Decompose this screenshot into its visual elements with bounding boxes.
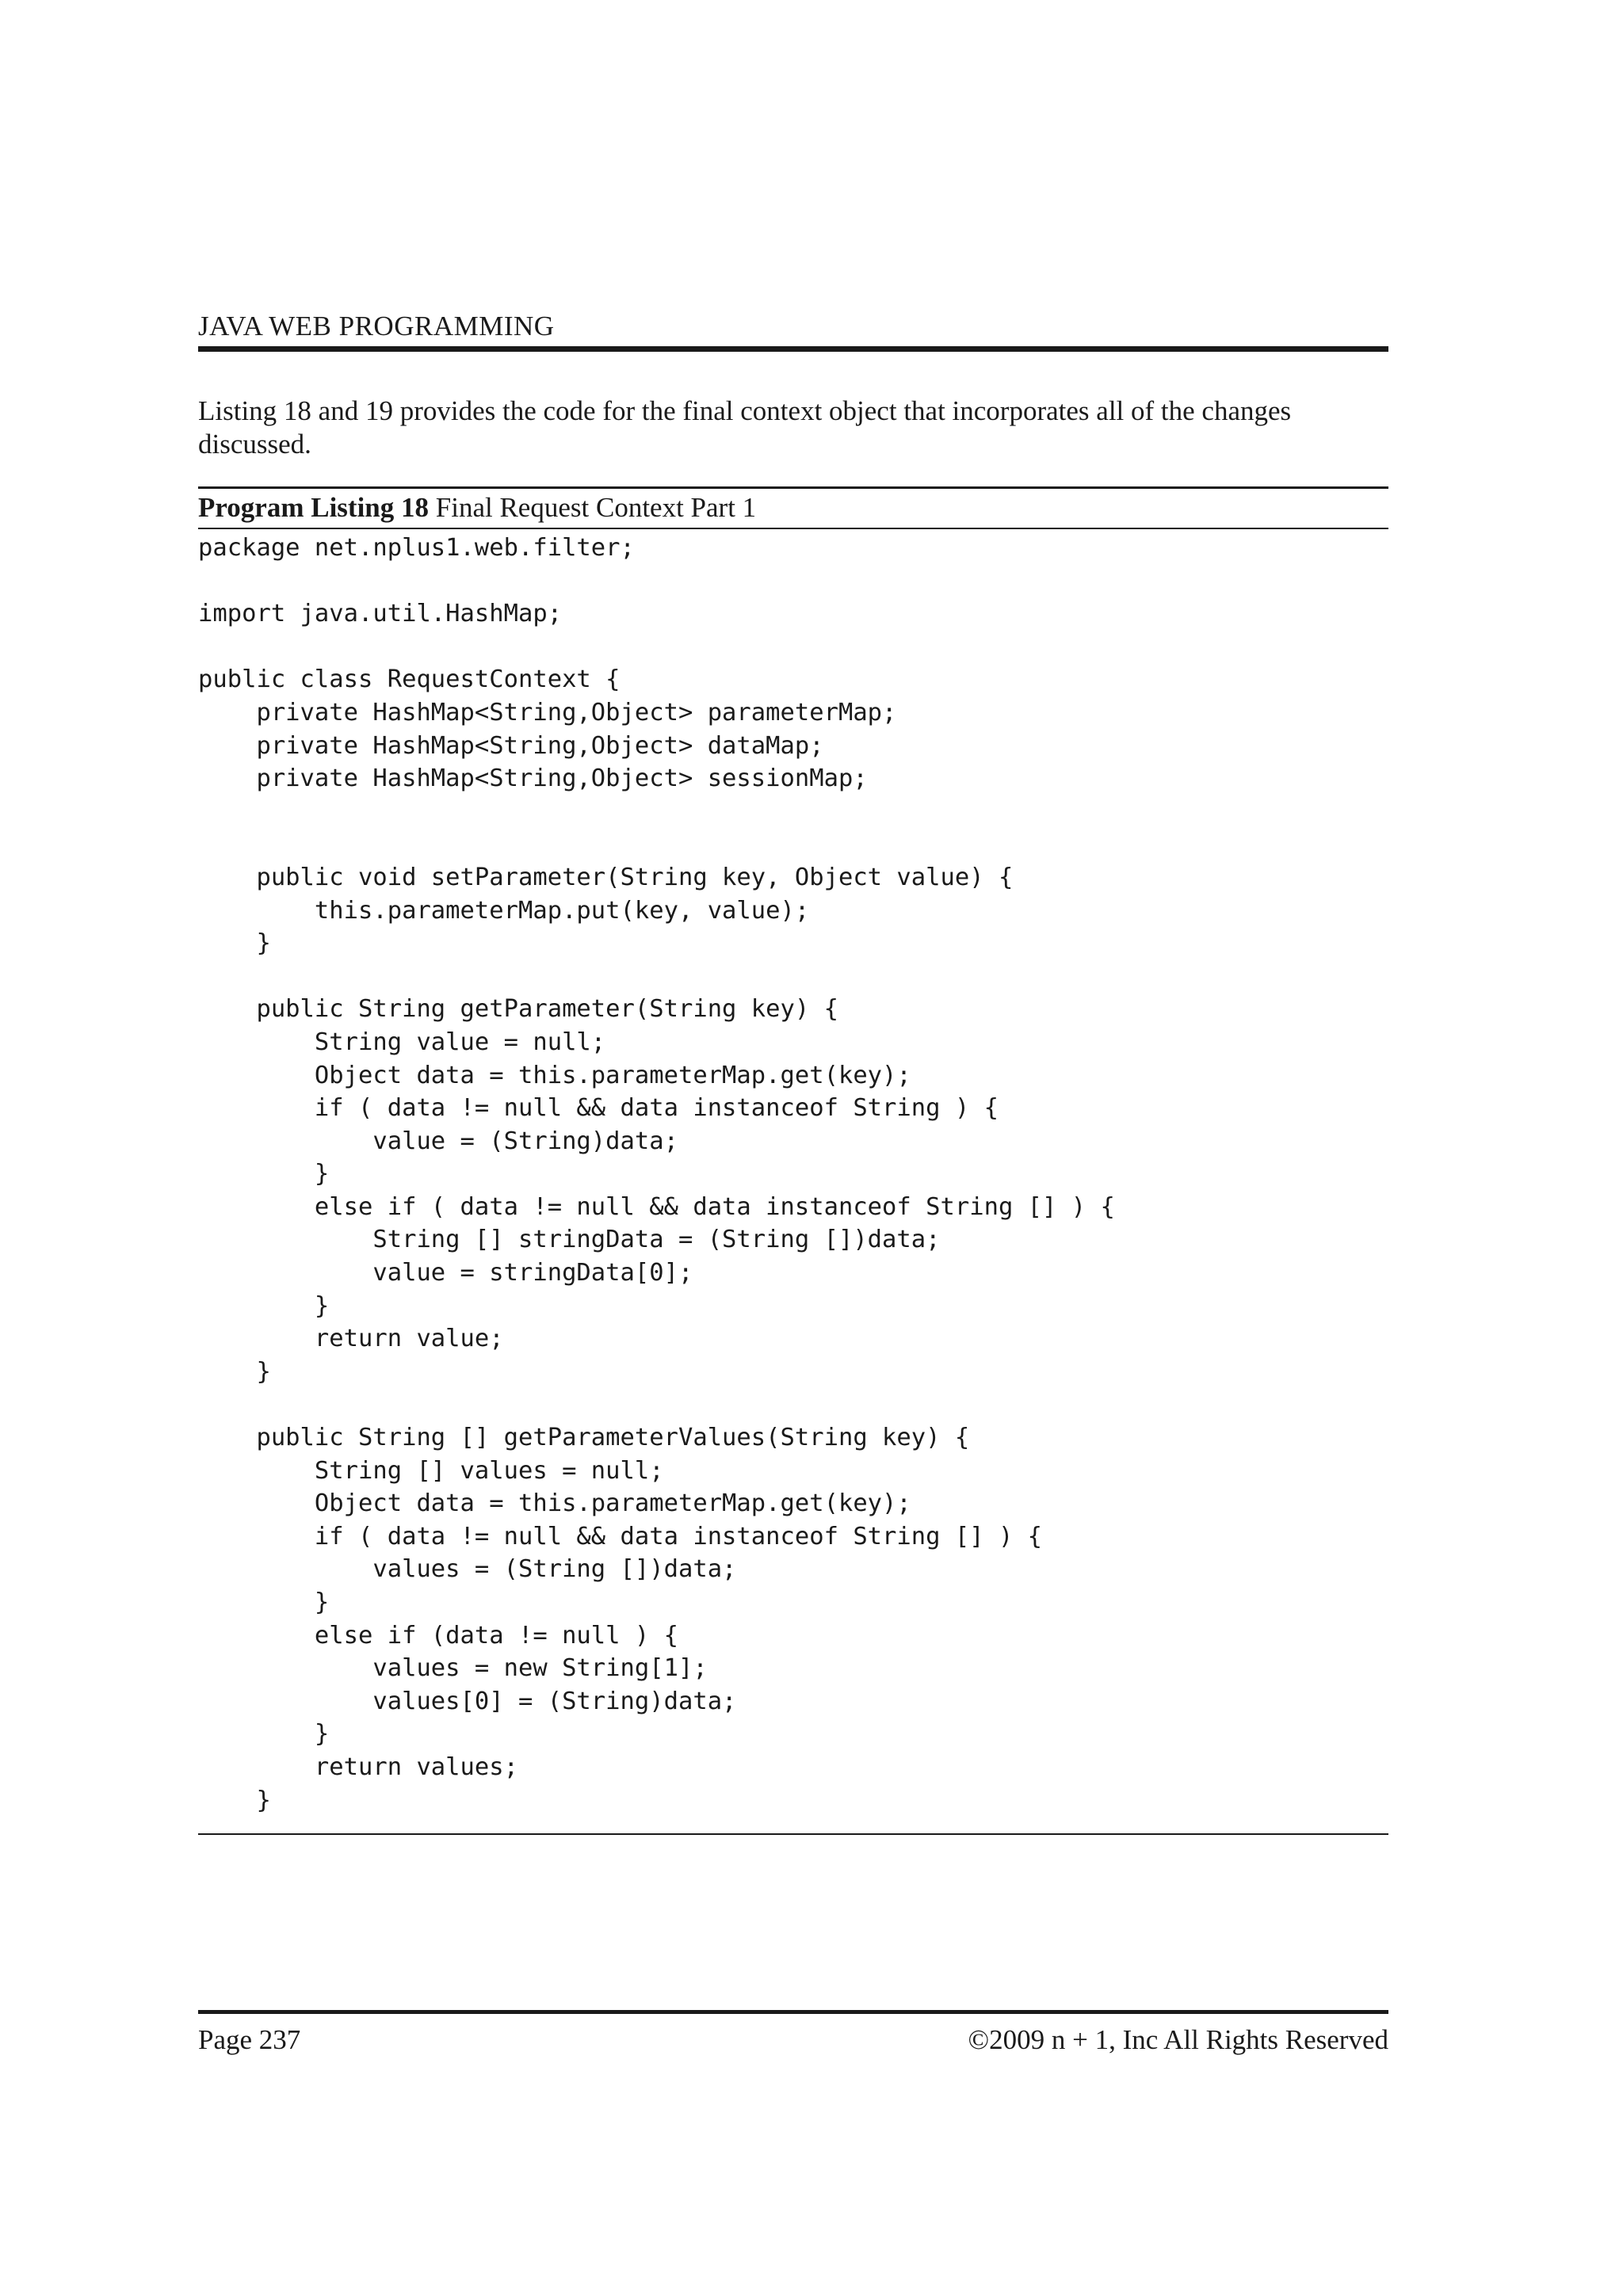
listing-label: Program Listing 18 <box>198 492 430 523</box>
page-number: Page 237 <box>198 2024 301 2055</box>
footer-rule <box>198 2010 1388 2014</box>
document-page <box>198 0 1388 2296</box>
running-header: JAVA WEB PROGRAMMING <box>198 311 555 341</box>
listing-caption <box>198 491 756 524</box>
listing-top-rule <box>198 486 1388 489</box>
listing-caption-rule <box>198 528 1388 529</box>
listing-bottom-rule <box>198 1833 1388 1835</box>
copyright-notice: ©2009 n + 1, Inc All Rights Reserved <box>968 2024 1388 2055</box>
code-listing: package net.nplus1.web.filter; import java.util.HashMap; public class RequestContext { private HashMap<String,Object> parameterMap; private HashMap<String,Object> dataMap; private HashMap<String,Object> sessionMap; public void setParameter(String key, Object value) { this.parameterMap.put(key, value); } public String getParameter(String key) { String value = null; Object data = this.parameterMap.get(key); if ( data != null && data instanceof String ) { value = (String)data; } else if ( data != null && data instanceof String [] ) { String [] stringData = (String [])data; value = stringData[0]; } return value; } public String [] getParameterValues(String key) { String [] values = null; Object data = this.parameterMap.get(key); if ( data != null && data instanceof String [] ) { values = (String [])data; } else if (data != null ) { values = new String[1]; values[0] = (String)data; } return values; } <box>198 534 1115 1814</box>
header-rule <box>198 346 1388 352</box>
intro-paragraph: Listing 18 and 19 provides the code for the final context object that incorporates all of the changes discussed. <box>198 395 1292 460</box>
listing-title: Final Request Context Part 1 <box>429 492 757 523</box>
